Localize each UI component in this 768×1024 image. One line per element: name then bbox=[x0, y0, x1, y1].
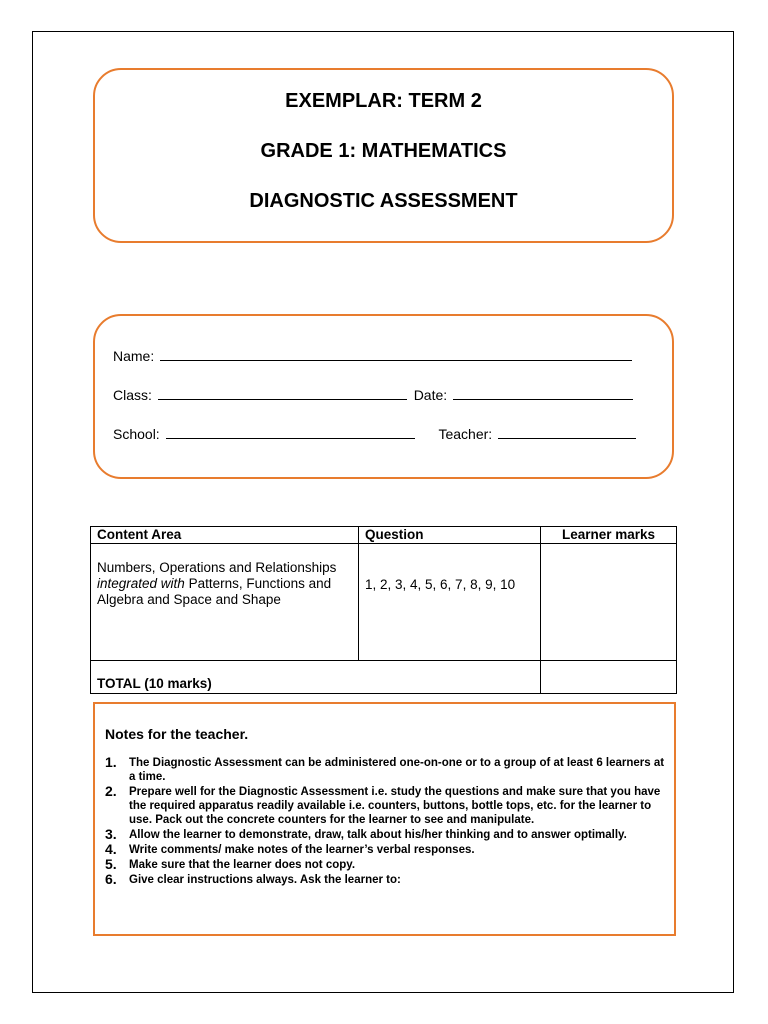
school-field[interactable] bbox=[166, 427, 415, 439]
note-number: 5. bbox=[105, 856, 117, 872]
teacher-label: Teacher: bbox=[438, 426, 493, 442]
notes-list bbox=[105, 756, 665, 888]
question-header: Question bbox=[359, 527, 541, 544]
learner-marks-cell[interactable] bbox=[541, 544, 677, 661]
teacher-field[interactable] bbox=[498, 427, 636, 439]
class-field[interactable] bbox=[158, 388, 407, 400]
note-number: 1. bbox=[105, 754, 117, 770]
learner-info-box bbox=[93, 314, 674, 479]
total-row bbox=[91, 661, 677, 694]
school-label: School: bbox=[113, 426, 160, 442]
list-item bbox=[105, 858, 665, 872]
title-box bbox=[93, 68, 674, 243]
list-item bbox=[105, 785, 665, 827]
content-area-text: Numbers, Operations and Relationships bbox=[97, 560, 337, 575]
class-date-row bbox=[113, 387, 633, 403]
exemplar-term-title: EXEMPLAR: TERM 2 bbox=[285, 90, 482, 112]
notes-title: Notes for the teacher. bbox=[105, 726, 249, 742]
marks-table-header-row bbox=[91, 527, 677, 544]
note-text: Prepare well for the Diagnostic Assessment i.e. study the questions and make sure that you have the required apparatus readily available i.e. counters, buttons, bottle tops, etc. for the learner to use. Pack out the concrete counters for the learner to see and manipulate. bbox=[129, 786, 661, 826]
total-marks-cell[interactable] bbox=[541, 661, 677, 694]
table-row bbox=[91, 544, 677, 661]
name-field[interactable] bbox=[160, 349, 632, 361]
content-area-text-continued: Patterns, Functions and Algebra and Space and Shape bbox=[97, 576, 332, 607]
name-label: Name: bbox=[113, 348, 155, 364]
date-label: Date: bbox=[413, 387, 448, 403]
date-field[interactable] bbox=[453, 388, 633, 400]
school-teacher-row bbox=[113, 426, 636, 442]
note-text: The Diagnostic Assessment can be administered one-on-one or to a group of at least 6 learners at a time. bbox=[129, 757, 665, 783]
list-item bbox=[105, 873, 665, 887]
marks-table bbox=[90, 526, 677, 694]
note-text: Write comments/ make notes of the learner’s verbal responses. bbox=[129, 844, 475, 856]
note-number: 4. bbox=[105, 841, 117, 857]
note-text: Make sure that the learner does not copy. bbox=[129, 859, 356, 871]
list-item bbox=[105, 756, 665, 784]
note-number: 3. bbox=[105, 826, 117, 842]
name-field-row bbox=[113, 348, 632, 364]
learner-marks-header: Learner marks bbox=[541, 527, 677, 544]
teacher-notes-box bbox=[93, 702, 676, 936]
note-number: 6. bbox=[105, 871, 117, 887]
class-label: Class: bbox=[113, 387, 152, 403]
list-item bbox=[105, 843, 665, 857]
note-text: Give clear instructions always. Ask the learner to: bbox=[129, 874, 401, 886]
integrated-with-text: integrated with bbox=[97, 576, 185, 591]
content-area-cell bbox=[91, 544, 359, 661]
question-numbers-cell: 1, 2, 3, 4, 5, 6, 7, 8, 9, 10 bbox=[359, 544, 541, 661]
note-number: 2. bbox=[105, 783, 117, 799]
grade-subject-title: GRADE 1: MATHEMATICS bbox=[260, 140, 507, 162]
content-area-header: Content Area bbox=[91, 527, 359, 544]
total-label: TOTAL (10 marks) bbox=[91, 661, 541, 694]
note-text: Allow the learner to demonstrate, draw, talk about his/her thinking and to answer optimally. bbox=[129, 829, 627, 841]
list-item bbox=[105, 828, 665, 842]
assessment-title: DIAGNOSTIC ASSESSMENT bbox=[249, 190, 518, 212]
